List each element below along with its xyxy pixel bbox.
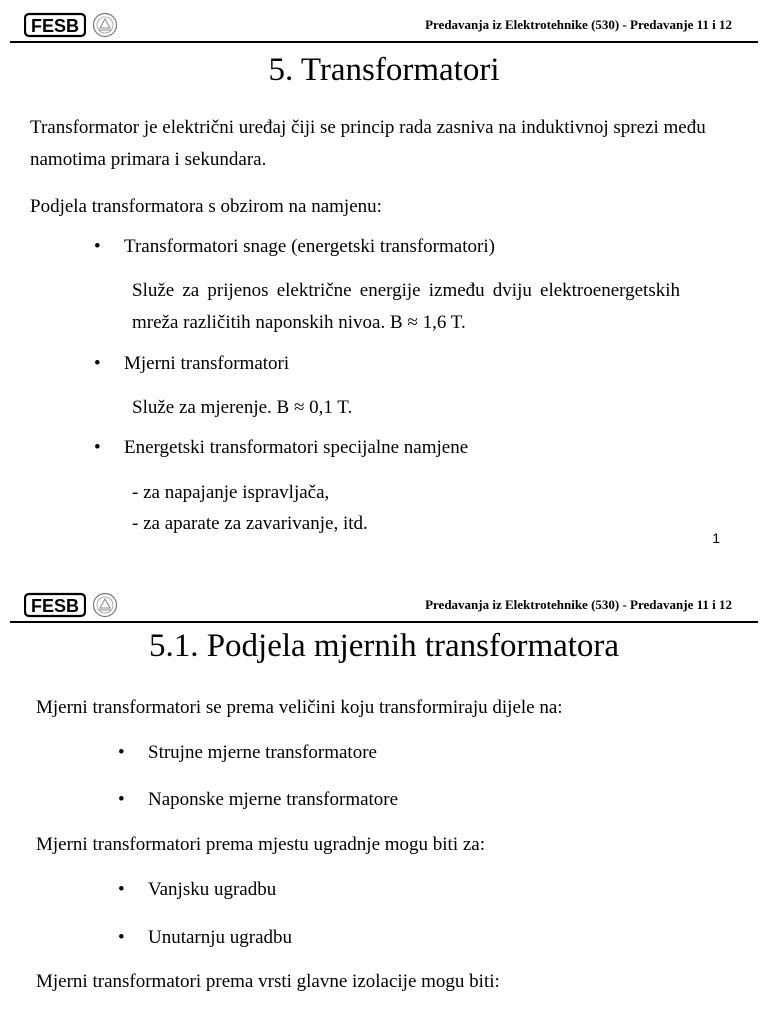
bullet-icon: • [118,927,125,948]
list-item [118,927,293,949]
list-item [118,789,399,811]
slide-header [0,580,768,620]
intro-paragraph: Transformator je električni uređaj čiji se princip rada zasniva na induktivnoj sprezi među namotima primara i sekundara. [30,117,706,170]
bullet-icon: • [118,742,125,763]
bullet-icon: • [94,236,101,257]
bullet-label: Mjerni transformatori [124,353,290,374]
slide-2 [0,580,768,1024]
insulation-paragraph: Mjerni transformatori prema vrsti glavne izolacije mogu biti: [36,971,500,992]
bullet-description-line: - za aparate za zavarivanje, itd. [132,513,368,534]
header-divider [10,41,758,43]
slide-title: 5.1. Podjela mjernih transformatora [148,628,620,664]
svg-text:FESB: FESB [30,16,80,36]
slide-title: 5. Transformatori [268,52,500,88]
installation-paragraph: Mjerni transformatori prema mjestu ugradnje mogu biti za: [36,834,486,855]
classification-heading: Podjela transformatora s obzirom na namjenu: [30,196,382,217]
header-divider [10,621,758,623]
header-course-title: Predavanja iz Elektrotehnike (530) - Predavanje 11 i 12 [425,597,732,612]
header-course-title: Predavanja iz Elektrotehnike (530) - Predavanje 11 i 12 [425,17,732,32]
bullet-icon: • [118,789,125,810]
list-item [94,437,469,459]
university-seal-icon [92,592,118,618]
page-number: 1 [712,530,720,546]
bullet-label: Energetski transformatori specijalne namjene [124,437,469,458]
bullet-label: Vanjsku ugradbu [148,879,277,900]
fesb-logo-icon [24,12,86,38]
fesb-logo-icon [24,592,86,618]
bullet-label: Strujne mjerne transformatore [148,742,377,763]
bullet-icon: • [94,353,101,374]
slide-header [0,0,768,40]
measurement-types-paragraph: Mjerni transformatori se prema veličini koju transformiraju dijele na: [36,697,563,718]
list-item [94,236,495,258]
list-item [94,353,290,375]
bullet-label: Transformatori snage (energetski transformatori) [124,236,495,257]
list-item [118,742,377,764]
bullet-description: Služe za mjerenje. B ≈ 0,1 T. [132,397,353,418]
bullet-label: Unutarnju ugradbu [148,927,293,948]
bullet-label: Naponske mjerne transformatore [148,789,399,810]
svg-text:FESB: FESB [30,596,80,616]
university-seal-icon [92,12,118,38]
list-item [118,879,277,901]
bullet-icon: • [94,437,101,458]
bullet-description-line: - za napajanje ispravljača, [132,482,330,503]
bullet-icon: • [118,879,125,900]
bullet-description: Služe za prijenos električne energije između dviju elektroenergetskih mreža različitih naponskih nivoa. B ≈ 1,6 T. [132,280,680,333]
